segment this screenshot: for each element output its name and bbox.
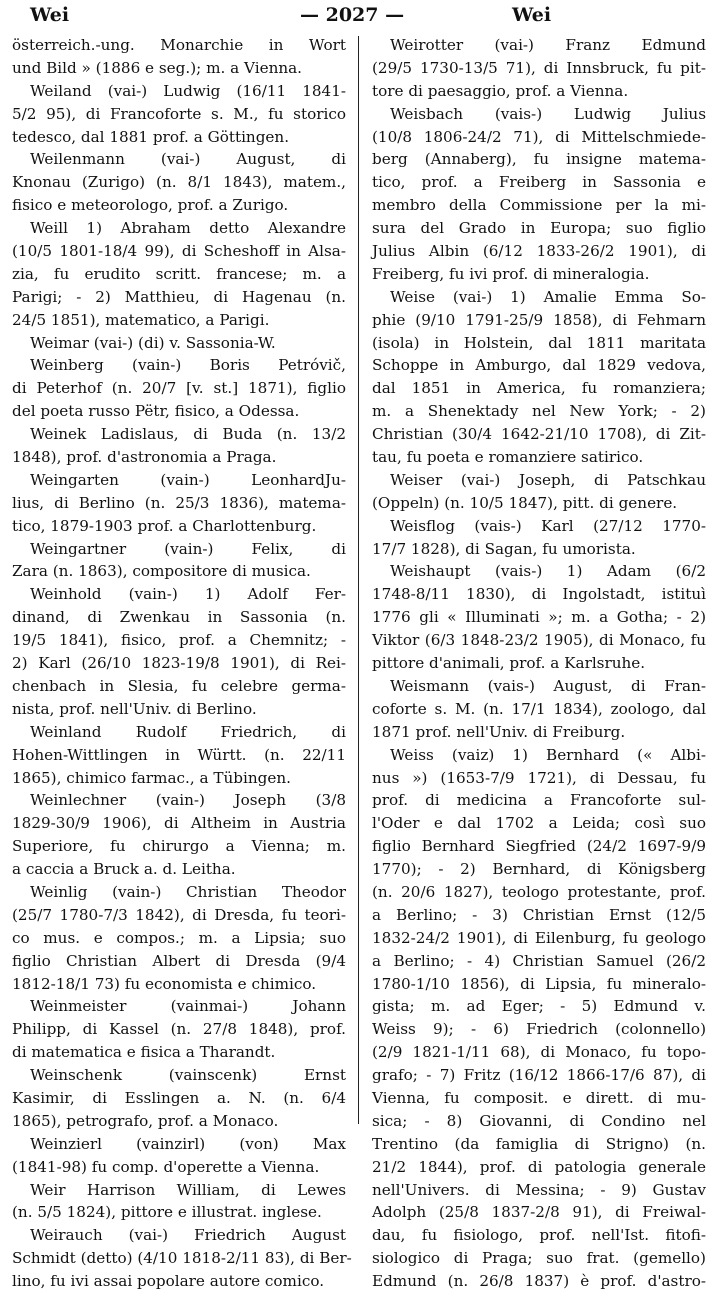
text-line: Freiberg, fu ivi prof. di mineralogia. [372, 264, 650, 283]
right-column [372, 34, 706, 1291]
text-line: nus ») (1653-7/9 1721), di Dessau, fu [372, 768, 706, 787]
text-line: Hohen-Wittlingen in Württ. (n. 22/11 [12, 745, 346, 764]
text-line: Vienna, fu composit. e dirett. di mu- [372, 1088, 706, 1107]
text-line: del poeta russo Pëtr, fisico, a Odessa. [12, 402, 300, 421]
text-line: fisico e meteorologo, prof. a Zurigo. [12, 196, 289, 215]
text-line: 17/7 1828), di Sagan, fu umorista. [372, 539, 636, 558]
text-line: 1865), chimico farmac., a Tübingen. [12, 768, 291, 787]
text-line: pittore d'animali, prof. a Karlsruhe. [372, 654, 646, 673]
text-line: 21/2 1844), prof. di patologia generale [372, 1157, 706, 1176]
text-line: Schmidt (detto) (4/10 1818-2/11 83), di Ber- [12, 1249, 352, 1268]
text-line: Weingartner (vain-) Felix, di [30, 539, 346, 558]
text-line: Weimar (vai-) (di) v. Sassonia-W. [30, 333, 276, 352]
text-line: Weinland Rudolf Friedrich, di [30, 722, 346, 741]
text-line: 1770); - 2) Bernhard, di Königsberg [372, 860, 706, 879]
text-line: Weill 1) Abraham detto Alexandre [30, 219, 346, 238]
text-line: Weiland (vai-) Ludwig (16/11 1841- [30, 81, 346, 100]
text-line: 1871 prof. nell'Univ. di Freiburg. [372, 722, 626, 741]
text-line: siologico di Praga; suo frat. (gemello) [372, 1249, 706, 1268]
page-number: — 2027 — [300, 4, 405, 26]
text-line: tico, 1879-1903 prof. a Charlottenburg. [12, 516, 317, 535]
text-line: (25/7 1780-7/3 1842), di Dresda, fu teori- [12, 905, 346, 924]
text-line: membro della Commissione per la mi- [372, 196, 706, 215]
text-line: Christian (30/4 1642-21/10 1708), di Zit- [372, 425, 706, 444]
text-line: 1829-30/9 1906), di Altheim in Austria [12, 814, 346, 833]
text-line: 1812-18/1 73) fu economista e chimico. [12, 974, 317, 993]
text-line: coforte s. M. (n. 17/1 1834), zoologo, dal [372, 699, 706, 718]
text-line: l'Oder e dal 1702 a Leida; così suo [372, 814, 706, 833]
text-line: Weiss 9); - 6) Friedrich (colonnello) [372, 1020, 706, 1039]
text-line: (n. 20/6 1827), teologo protestante, prof. [372, 882, 706, 901]
text-line: nista, prof. nell'Univ. di Berlino. [12, 699, 257, 718]
text-line: Weirotter (vai-) Franz Edmund [390, 36, 706, 54]
text-line: 24/5 1851), matematico, a Parigi. [12, 310, 270, 329]
text-line: Weinhold (vain-) 1) Adolf Fer- [30, 585, 346, 604]
text-line: a caccia a Bruck a. d. Leitha. [12, 860, 236, 879]
text-line: österreich.-ung. Monarchie in Wort [12, 36, 346, 54]
text-line: (2/9 1821-1/11 68), di Monaco, fu topo- [372, 1043, 706, 1062]
text-line: 1832-24/2 1901), di Eilenburg, fu geologo [372, 928, 706, 947]
text-line: figlio Bernhard Siegfried (24/2 1697-9/9 [372, 837, 706, 856]
text-line: Weir Harrison William, di Lewes [30, 1180, 346, 1199]
text-line: dau, fu fisiologo, prof. nell'Ist. fitofi- [372, 1226, 706, 1245]
text-line: Knonau (Zurigo) (n. 8/1 1843), matem., [12, 173, 346, 192]
text-line: tico, prof. a Freiberg in Sassonia e [372, 173, 706, 192]
text-line: dal 1851 in America, fu romanziera; [372, 379, 706, 398]
text-line: 19/5 1841), fisico, prof. a Chemnitz; - [12, 631, 346, 650]
text-line: dinand, di Zwenkau in Sassonia (n. [12, 608, 346, 627]
text-line: (29/5 1730-13/5 71), di Innsbruck, fu pit- [372, 58, 706, 77]
text-line: (Oppeln) (n. 10/5 1847), pitt. di genere. [372, 493, 678, 512]
text-line: m. a Shenektady nel New York; - 2) [372, 402, 706, 421]
text-line: (isola) in Holstein, dal 1811 maritata [372, 333, 706, 352]
text-line: und Bild » (1886 e seg.); m. a Vienna. [12, 58, 303, 77]
text-line: figlio Christian Albert di Dresda (9/4 [12, 951, 346, 970]
text-line: lino, fu ivi assai popolare autore comico. [12, 1272, 325, 1291]
text-line: zia, fu erudito scritt. francese; m. a [12, 264, 346, 283]
text-line: prof. di medicina a Francoforte sul- [372, 791, 706, 810]
text-line: Weirauch (vai-) Friedrich August [30, 1226, 346, 1245]
text-line: Parigi; - 2) Matthieu, di Hagenau (n. [12, 287, 346, 306]
text-line: phie (9/10 1791-25/9 1858), di Fehmarn [372, 310, 706, 329]
text-line: (n. 5/5 1824), pittore e illustrat. inglese. [12, 1203, 322, 1222]
text-line: tedesco, dal 1881 prof. a Göttingen. [12, 127, 290, 146]
text-line: (1841-98) fu comp. d'operette a Vienna. [12, 1157, 320, 1176]
text-line: Edmund (n. 26/8 1837) è prof. d'astro- [372, 1272, 706, 1291]
text-line: Zara (n. 1863), compositore di musica. [12, 562, 311, 581]
text-line: Weinschenk (vainscenk) Ernst [30, 1066, 346, 1085]
text-line: nell'Univers. di Messina; - 9) Gustav [372, 1180, 706, 1199]
text-line: Weiser (vai-) Joseph, di Patschkau [390, 470, 706, 489]
text-line: 1865), petrografo, prof. a Monaco. [12, 1111, 279, 1130]
text-line: Weise (vai-) 1) Amalie Emma So- [390, 287, 706, 306]
text-line: di matematica e fisica a Tharandt. [12, 1043, 276, 1062]
text-line: chenbach in Slesia, fu celebre germa- [12, 676, 346, 695]
text-line: Weilenmann (vai-) August, di [30, 150, 346, 169]
text-line: (10/8 1806-24/2 71), di Mittelschmiede- [372, 127, 706, 146]
text-line: Kasimir, di Esslingen a. N. (n. 6/4 [12, 1088, 346, 1107]
header-left-keyword: Wei [30, 4, 70, 26]
text-line: 1780-1/10 1856), di Lipsia, fu mineralo- [372, 974, 706, 993]
text-line: Adolph (25/8 1837-2/8 91), di Freiwal- [372, 1203, 706, 1222]
text-line: di Peterhof (n. 20/7 [v. st.] 1871), figlio [12, 379, 346, 398]
page-header [0, 0, 718, 30]
text-line: Weingarten (vain-) LeonhardJu- [30, 470, 346, 489]
text-line: Weisbach (vais-) Ludwig Julius [390, 104, 706, 123]
text-line: Weismann (vais-) August, di Fran- [390, 676, 706, 695]
text-line: tore di paesaggio, prof. a Vienna. [372, 81, 629, 100]
text-line: Weisflog (vais-) Karl (27/12 1770- [390, 516, 706, 535]
text-line: co mus. e compos.; m. a Lipsia; suo [12, 928, 346, 947]
text-line: Weishaupt (vais-) 1) Adam (6/2 [390, 562, 706, 581]
text-line: Weinberg (vain-) Boris Petróvič, [30, 356, 346, 375]
header-right-keyword: Wei [512, 4, 552, 26]
text-line: Weinmeister (vainmai-) Johann [30, 997, 346, 1016]
text-line: sura del Grado in Europa; suo figlio [372, 219, 706, 238]
text-line: Weinlechner (vain-) Joseph (3/8 [30, 791, 346, 810]
text-line: 1776 gli « Illuminati »; m. a Gotha; - 2) [372, 608, 706, 627]
text-line: 1748-8/11 1830), di Ingolstadt, istituì [372, 585, 706, 604]
text-line: Weinzierl (vainzirl) (von) Max [30, 1134, 346, 1153]
text-line: (10/5 1801-18/4 99), di Scheshoff in Alsa- [12, 242, 346, 261]
text-line: Trentino (da famiglia di Strigno) (n. [372, 1134, 706, 1153]
text-line: berg (Annaberg), fu insigne matema- [372, 150, 706, 169]
text-line: Schoppe in Amburgo, dal 1829 vedova, [372, 356, 706, 375]
text-line: lius, di Berlino (n. 25/3 1836), matema- [12, 493, 346, 512]
text-line: a Berlino; - 4) Christian Samuel (26/2 [372, 951, 706, 970]
text-line: 5/2 95), di Francoforte s. M., fu storico [12, 104, 346, 123]
text-line: 1848), prof. d'astronomia a Praga. [12, 448, 277, 467]
text-line: Julius Albin (6/12 1833-26/2 1901), di [372, 242, 706, 261]
text-line: Philipp, di Kassel (n. 27/8 1848), prof. [12, 1020, 346, 1039]
text-line: grafo; - 7) Fritz (16/12 1866-17/6 87), di [372, 1066, 706, 1085]
column-divider [358, 36, 359, 1124]
text-line: Superiore, fu chirurgo a Vienna; m. [12, 837, 346, 856]
text-line: 2) Karl (26/10 1823-19/8 1901), di Rei- [12, 654, 346, 673]
text-line: Weiss (vaiz) 1) Bernhard (« Albi- [390, 745, 706, 764]
text-line: gista; m. ad Eger; - 5) Edmund v. [372, 997, 706, 1016]
text-line: sica; - 8) Giovanni, di Condino nel [372, 1111, 706, 1130]
text-line: Weinlig (vain-) Christian Theodor [30, 882, 346, 901]
text-line: Weinek Ladislaus, di Buda (n. 13/2 [30, 425, 346, 444]
text-line: Viktor (6/3 1848-23/2 1905), di Monaco, fu [372, 631, 706, 650]
text-line: a Berlino; - 3) Christian Ernst (12/5 [372, 905, 706, 924]
text-line: tau, fu poeta e romanziere satirico. [372, 448, 644, 467]
left-column [12, 34, 352, 1291]
